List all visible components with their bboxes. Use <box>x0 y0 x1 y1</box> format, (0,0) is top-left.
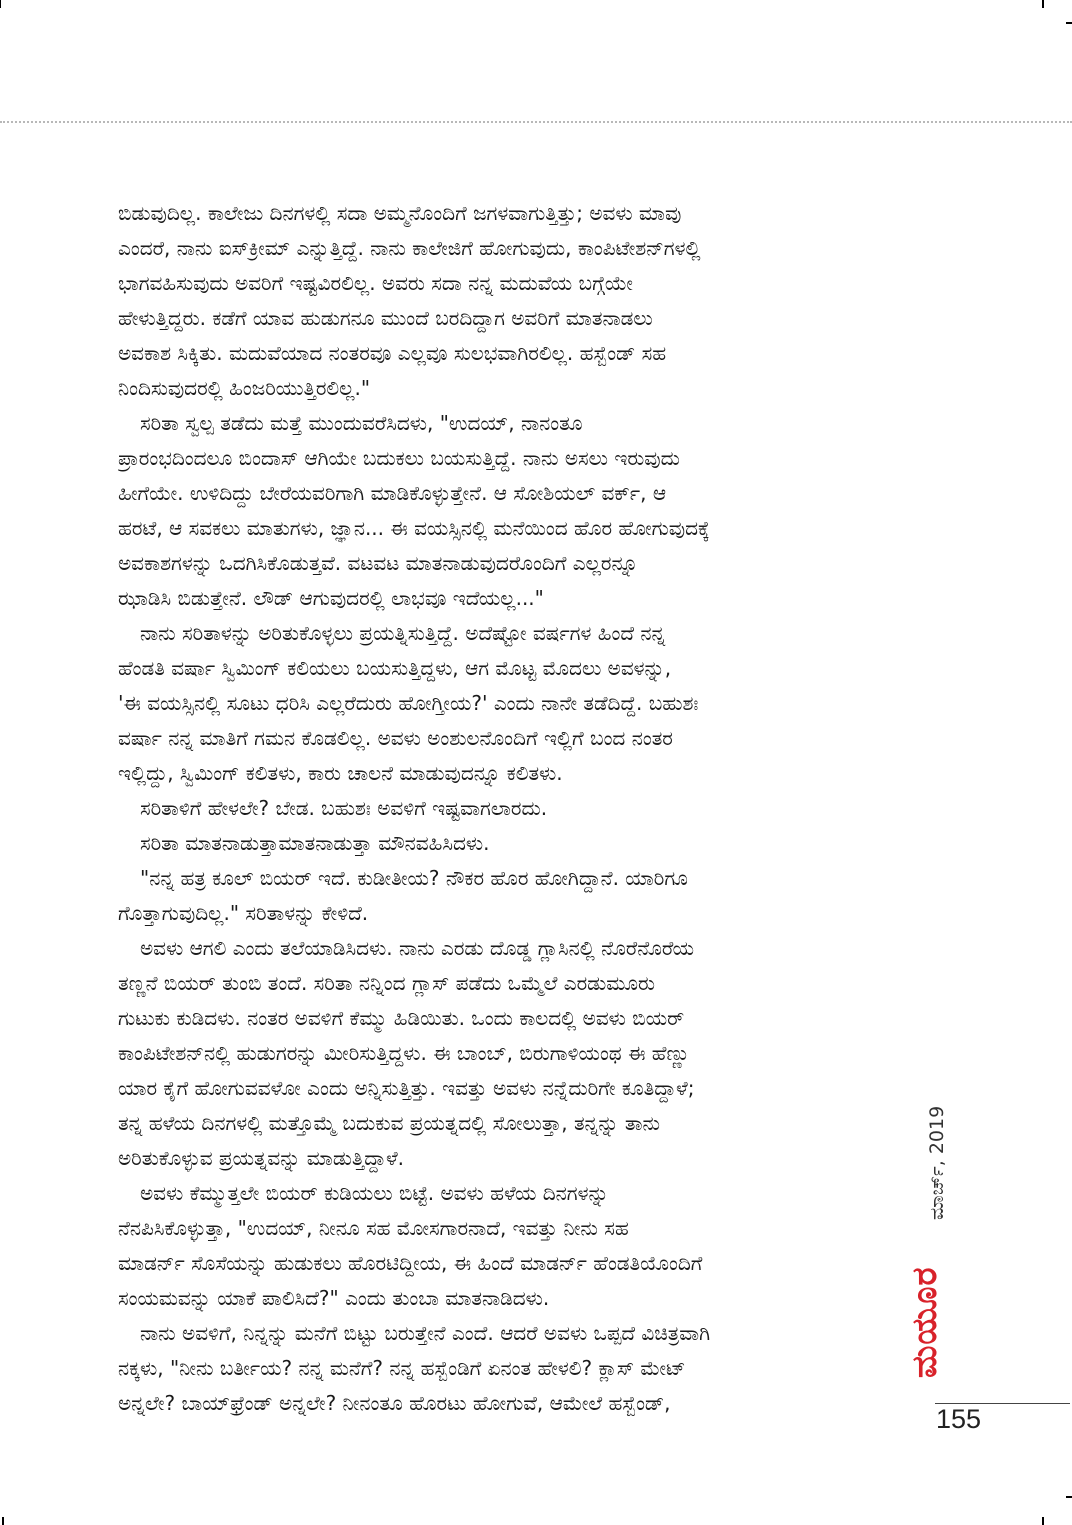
text-line: ಯಾರ ಕೈಗೆ ಹೋಗುವವಳೋ ಎಂದು ಅನ್ನಿಸುತ್ತಿತ್ತು. ಇವತ್ತು ಅವಳು ನನ್ನೆದುರಿಗೇ ಕೂತಿದ್ದಾಳೆ; <box>118 1076 695 1100</box>
text-line: ಬಿಡುವುದಿಲ್ಲ. ಕಾಲೇಜು ದಿನಗಳಲ್ಲಿ ಸದಾ ಅಮ್ಮನೊಂದಿಗೆ ಜಗಳವಾಗುತ್ತಿತ್ತು; ಅವಳು ಮಾವು <box>118 201 682 225</box>
issue-date: ಮಾರ್ಚ್, 2019 <box>926 1105 948 1220</box>
text-line: ಮಾಡರ್ನ್ ಸೊಸೆಯನ್ನು ಹುಡುಕಲು ಹೊರಟಿದ್ದೀಯ, ಈ ಹಿಂದೆ ಮಾಡರ್ನ್ ಹೆಂಡತಿಯೊಂದಿಗೆ <box>118 1251 703 1275</box>
paragraph <box>118 616 898 791</box>
crop-mark-right-upper <box>1066 22 1072 24</box>
page-number: 155 <box>936 1404 982 1434</box>
paragraph <box>118 861 898 931</box>
text-line: ಸರಿತಾ ಸ್ವಲ್ಪ ತಡೆದು ಮತ್ತೆ ಮುಂದುವರೆಸಿದಳು, "ಉದಯ್, ನಾನಂತೂ <box>140 411 583 435</box>
crop-mark-top-right <box>1042 0 1044 8</box>
text-line: ನೆನಪಿಸಿಕೊಳ್ಳುತ್ತಾ, "ಉದಯ್, ನೀನೂ ಸಹ ಮೋಸಗಾರನಾದೆ, ಇವತ್ತು ನೀನು ಸಹ <box>118 1216 629 1240</box>
dotted-header-rule <box>0 121 1072 123</box>
article-body <box>118 196 898 1421</box>
paragraph <box>118 826 898 861</box>
text-line: ಅನ್ನಲೇ? ಬಾಯ್‌ಫ್ರೆಂಡ್ ಅನ್ನಲೇ? ನೀನಂತೂ ಹೊರಟು ಹೋಗುವೆ, ಆಮೇಲೆ ಹಸ್ಬೆಂಡ್, <box>118 1391 671 1415</box>
text-line: ಝಾಡಿಸಿ ಬಿಡುತ್ತೇನೆ. ಲೌಡ್ ಆಗುವುದರಲ್ಲಿ ಲಾಭವೂ ಇದೆಯಲ್ಲ..." <box>118 586 544 610</box>
paragraph <box>118 791 898 826</box>
paragraph <box>118 406 898 616</box>
magazine-logo: ಮಯೂರ <box>905 1266 945 1378</box>
text-line: ಪ್ರಾರಂಭದಿಂದಲೂ ಬಿಂದಾಸ್ ಆಗಿಯೇ ಬದುಕಲು ಬಯಸುತ್ತಿದ್ದೆ. ನಾನು ಅಸಲು ಇರುವುದು <box>118 446 680 470</box>
text-line: ಹರಟೆ, ಆ ಸವಕಲು ಮಾತುಗಳು, ಜ್ಞಾನ... ಈ ವಯಸ್ಸಿನಲ್ಲಿ ಮನೆಯಿಂದ ಹೊರ ಹೋಗುವುದಕ್ಕೆ <box>118 516 710 540</box>
text-line: 'ಈ ವಯಸ್ಸಿನಲ್ಲಿ ಸೂಟು ಧರಿಸಿ ಎಲ್ಲರೆದುರು ಹೋಗ್ತೀಯ?' ಎಂದು ನಾನೇ ತಡೆದಿದ್ದೆ. ಬಹುಶಃ <box>118 691 699 715</box>
text-line: ಸರಿತಾ ಮಾತನಾಡುತ್ತಾಮಾತನಾಡುತ್ತಾ ಮೌನವಹಿಸಿದಳು. <box>140 831 490 855</box>
text-line: ಇಲ್ಲಿದ್ದು, ಸ್ವಿಮಿಂಗ್ ಕಲಿತಳು, ಕಾರು ಚಾಲನೆ ಮಾಡುವುದನ್ನೂ ಕಲಿತಳು. <box>118 761 563 785</box>
text-line: "ನನ್ನ ಹತ್ರ ಕೂಲ್ ಬಿಯರ್ ಇದೆ. ಕುಡೀತೀಯ? ನೌಕರ ಹೊರ ಹೋಗಿದ್ದಾನೆ. ಯಾರಿಗೂ <box>140 866 688 890</box>
crop-mark-top-left <box>0 0 1 8</box>
text-line: ಅರಿತುಕೊಳ್ಳುವ ಪ್ರಯತ್ನವನ್ನು ಮಾಡುತ್ತಿದ್ದಾಳೆ. <box>118 1146 405 1170</box>
text-line: ಅವಕಾಶಗಳನ್ನು ಒದಗಿಸಿಕೊಡುತ್ತವೆ. ವಟವಟ ಮಾತನಾಡುವುದರೊಂದಿಗೆ ಎಲ್ಲರನ್ನೂ <box>118 551 639 575</box>
text-line: ಕಾಂಪಿಟೇಶನ್‌ನಲ್ಲಿ ಹುಡುಗರನ್ನು ಮೀರಿಸುತ್ತಿದ್ದಳು. ಈ ಬಾಂಬ್, ಬಿರುಗಾಳಿಯಂಥ ಈ ಹೆಣ್ಣು <box>118 1041 690 1065</box>
paragraph <box>118 1176 898 1316</box>
text-line: ಹೇಳುತ್ತಿದ್ದರು. ಕಡೆಗೆ ಯಾವ ಹುಡುಗನೂ ಮುಂದೆ ಬರದಿದ್ದಾಗ ಅವರಿಗೆ ಮಾತನಾಡಲು <box>118 306 653 330</box>
text-line: ನಾನು ಅವಳಿಗೆ, ನಿನ್ನನ್ನು ಮನೆಗೆ ಬಿಟ್ಟು ಬರುತ್ತೇನೆ ಎಂದೆ. ಆದರೆ ಅವಳು ಒಪ್ಪದೆ ವಿಚಿತ್ರವಾಗಿ <box>140 1321 711 1345</box>
text-line: ಸರಿತಾಳಿಗೆ ಹೇಳಲೇ? ಬೇಡ. ಬಹುಶಃ ಅವಳಿಗೆ ಇಷ್ಟವಾಗಲಾರದು. <box>140 796 548 820</box>
text-line: ನಾನು ಸರಿತಾಳನ್ನು ಅರಿತುಕೊಳ್ಳಲು ಪ್ರಯತ್ನಿಸುತ್ತಿದ್ದೆ. ಅದೆಷ್ಟೋ ವರ್ಷಗಳ ಹಿಂದೆ ನನ್ನ <box>140 621 666 645</box>
text-line: ಅವಳು ಆಗಲಿ ಎಂದು ತಲೆಯಾಡಿಸಿದಳು. ನಾನು ಎರಡು ದೊಡ್ಡ ಗ್ಲಾಸಿನಲ್ಲಿ ನೊರೆನೊರೆಯ <box>140 936 695 960</box>
paragraph <box>118 931 898 1176</box>
text-line: ಗೊತ್ತಾಗುವುದಿಲ್ಲ." ಸರಿತಾಳನ್ನು ಕೇಳಿದೆ. <box>118 901 369 925</box>
text-line: ಹೀಗೆಯೇ. ಉಳಿದಿದ್ದು ಬೇರೆಯವರಿಗಾಗಿ ಮಾಡಿಕೊಳ್ಳುತ್ತೇನೆ. ಆ ಸೋಶಿಯಲ್ ವರ್ಕ್, ಆ <box>118 481 667 505</box>
text-line: ಸಂಯಮವನ್ನು ಯಾಕೆ ಪಾಲಿಸಿದೆ?" ಎಂದು ತುಂಬಾ ಮಾತನಾಡಿದಳು. <box>118 1286 550 1310</box>
text-line: ಭಾಗವಹಿಸುವುದು ಅವರಿಗೆ ಇಷ್ಟವಿರಲಿಲ್ಲ. ಅವರು ಸದಾ ನನ್ನ ಮದುವೆಯ ಬಗ್ಗೆಯೇ <box>118 271 633 295</box>
paragraph <box>118 196 898 406</box>
text-line: ತಣ್ಣನೆ ಬಿಯರ್ ತುಂಬಿ ತಂದೆ. ಸರಿತಾ ನನ್ನಿಂದ ಗ್ಲಾಸ್ ಪಡೆದು ಒಮ್ಮೆಲೆ ಎರಡುಮೂರು <box>118 971 655 995</box>
text-line: ವರ್ಷಾ ನನ್ನ ಮಾತಿಗೆ ಗಮನ ಕೊಡಲಿಲ್ಲ. ಅವಳು ಅಂಶುಲನೊಂದಿಗೆ ಇಲ್ಲಿಗೆ ಬಂದ ನಂತರ <box>118 726 673 750</box>
text-line: ಎಂದರೆ, ನಾನು ಐಸ್‌ಕ್ರೀಮ್ ಎನ್ನುತ್ತಿದ್ದೆ. ನಾನು ಕಾಲೇಜಿಗೆ ಹೋಗುವುದು, ಕಾಂಪಿಟೇಶನ್‌ಗಳಲ್ಲಿ <box>118 236 701 260</box>
text-line: ಅವಕಾಶ ಸಿಕ್ಕಿತು. ಮದುವೆಯಾದ ನಂತರವೂ ಎಲ್ಲವೂ ಸುಲಭವಾಗಿರಲಿಲ್ಲ. ಹಸ್ಬೆಂಡ್ ಸಹ <box>118 341 667 365</box>
text-line: ಗುಟುಕು ಕುಡಿದಳು. ನಂತರ ಅವಳಿಗೆ ಕೆಮ್ಮು ಹಿಡಿಯಿತು. ಒಂದು ಕಾಲದಲ್ಲಿ ಅವಳು ಬಿಯರ್ <box>118 1006 685 1030</box>
text-line: ನಕ್ಕಳು, "ನೀನು ಬರ್ತೀಯ? ನನ್ನ ಮನೆಗೆ? ನನ್ನ ಹಸ್ಬೆಂಡಿಗೆ ಏನಂತ ಹೇಳಲಿ? ಕ್ಲಾಸ್ ಮೇಟ್ <box>118 1356 686 1380</box>
text-line: ಅವಳು ಕೆಮ್ಮುತ್ತಲೇ ಬಿಯರ್ ಕುಡಿಯಲು ಬಿಟ್ಟೆ. ಅವಳು ಹಳೆಯ ದಿನಗಳನ್ನು <box>140 1181 609 1205</box>
text-line: ಹೆಂಡತಿ ವರ್ಷಾ ಸ್ವಿಮಿಂಗ್ ಕಲಿಯಲು ಬಯಸುತ್ತಿದ್ದಳು, ಆಗ ಮೊಟ್ಟ ಮೊದಲು ಅವಳನ್ನು, <box>118 656 672 680</box>
text-line: ನಿಂದಿಸುವುದರಲ್ಲಿ ಹಿಂಜರಿಯುತ್ತಿರಲಿಲ್ಲ." <box>118 376 371 400</box>
crop-mark-bottom-left <box>2 1517 4 1525</box>
crop-mark-right-lower <box>1066 1496 1072 1498</box>
crop-mark-bottom-right <box>1042 1517 1044 1525</box>
paragraph <box>118 1316 898 1421</box>
text-line: ತನ್ನ ಹಳೆಯ ದಿನಗಳಲ್ಲಿ ಮತ್ತೊಮ್ಮೆ ಬದುಕುವ ಪ್ರಯತ್ನದಲ್ಲಿ ಸೋಲುತ್ತಾ, ತನ್ನನ್ನು ತಾನು <box>118 1111 661 1135</box>
